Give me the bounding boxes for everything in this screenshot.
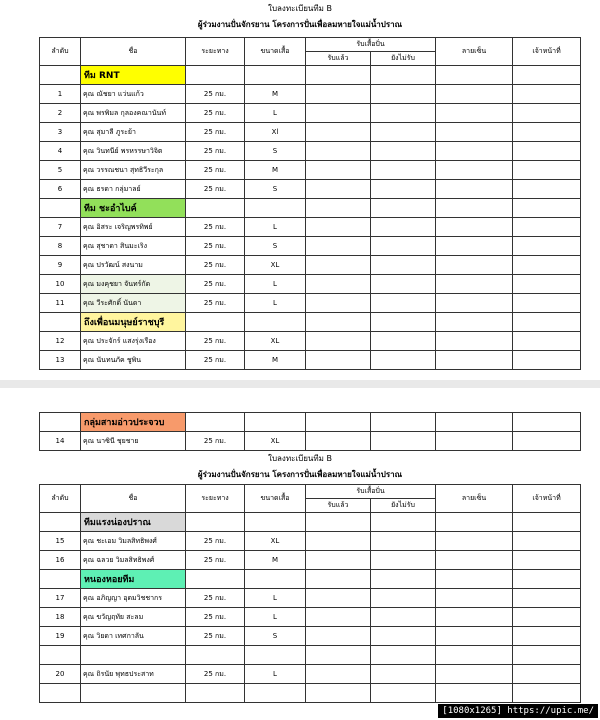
distance-value: 25 กม.	[186, 142, 245, 161]
received-cell	[306, 627, 371, 646]
team-name: ทีม RNT	[81, 66, 186, 85]
participant-name: คุณ ปรวัฒน์ สงนาม	[81, 256, 186, 275]
received-cell	[306, 665, 371, 684]
row-number: 3	[40, 123, 81, 142]
empty-cell	[306, 684, 371, 703]
received-cell	[306, 180, 371, 199]
signature-cell	[436, 85, 513, 104]
col-no: ลำดับ	[40, 38, 81, 66]
participant-name: คุณ ถิรนัย พุทธประสาท	[81, 665, 186, 684]
empty-cell	[371, 570, 436, 589]
staff-cell	[513, 294, 581, 313]
staff-cell	[513, 237, 581, 256]
not-received-cell	[371, 123, 436, 142]
registration-table	[39, 37, 581, 370]
empty-cell	[436, 313, 513, 332]
team-name: หนองหอยทีม	[81, 570, 186, 589]
table-row	[40, 256, 581, 275]
table-row	[40, 237, 581, 256]
empty-cell	[436, 513, 513, 532]
team-header-row	[40, 413, 581, 432]
table-row	[40, 104, 581, 123]
staff-cell	[513, 532, 581, 551]
col-distance: ระยะทาง	[186, 485, 245, 513]
shirt-size: L	[245, 608, 306, 627]
table-row	[40, 627, 581, 646]
col-no: ลำดับ	[40, 485, 81, 513]
received-cell	[306, 123, 371, 142]
empty-cell	[306, 646, 371, 665]
not-received-cell	[371, 180, 436, 199]
empty-cell	[371, 684, 436, 703]
shirt-size: XL	[245, 432, 306, 451]
shirt-size: XL	[245, 532, 306, 551]
empty-cell	[436, 570, 513, 589]
empty-cell	[306, 199, 371, 218]
col-name: ชื่อ	[81, 38, 186, 66]
empty-cell	[245, 684, 306, 703]
empty-cell	[371, 646, 436, 665]
empty-cell	[436, 66, 513, 85]
not-received-cell	[371, 85, 436, 104]
team-name: กลุ่มสามอ่าวประจวบ	[81, 413, 186, 432]
col-received: รับแล้ว	[306, 499, 371, 513]
row-number: 14	[40, 432, 81, 451]
not-received-cell	[371, 294, 436, 313]
empty-cell	[40, 570, 81, 589]
col-size: ขนาดเสื้อ	[245, 485, 306, 513]
participant-name: คุณ นันทนภัค ชูพิน	[81, 351, 186, 370]
signature-cell	[436, 665, 513, 684]
empty-cell	[306, 413, 371, 432]
participant-name: คุณ วิยดา เทศกาลัน	[81, 627, 186, 646]
received-cell	[306, 608, 371, 627]
row-number: 11	[40, 294, 81, 313]
row-number: 5	[40, 161, 81, 180]
not-received-cell	[371, 256, 436, 275]
received-cell	[306, 104, 371, 123]
distance-value: 25 กม.	[186, 85, 245, 104]
empty-cell	[186, 313, 245, 332]
table-row	[40, 180, 581, 199]
empty-cell	[513, 199, 581, 218]
received-cell	[306, 161, 371, 180]
not-received-cell	[371, 218, 436, 237]
distance-value: 25 กม.	[186, 532, 245, 551]
table-row	[40, 332, 581, 351]
signature-cell	[436, 627, 513, 646]
shirt-size: L	[245, 104, 306, 123]
distance-value: 25 กม.	[186, 294, 245, 313]
col-distance: ระยะทาง	[186, 38, 245, 66]
shirt-size: M	[245, 85, 306, 104]
distance-value: 25 กม.	[186, 551, 245, 570]
staff-cell	[513, 180, 581, 199]
sheet-subtitle: ผู้ร่วมงานปั่นจักรยาน โครงการปั่นเพื่อลมหายใจแม่น้ำปราณ	[197, 20, 403, 29]
empty-cell	[306, 513, 371, 532]
table-row	[40, 294, 581, 313]
distance-value: 25 กม.	[186, 589, 245, 608]
distance-value: 25 กม.	[186, 218, 245, 237]
distance-value: 25 กม.	[186, 332, 245, 351]
participant-name: คุณ ธรดา กลุ่มาลย์	[81, 180, 186, 199]
participant-name: คุณ ขวัญฤทัย สะลม	[81, 608, 186, 627]
table-row	[40, 123, 581, 142]
signature-cell	[436, 104, 513, 123]
not-received-cell	[371, 104, 436, 123]
empty-cell	[245, 313, 306, 332]
empty-cell	[245, 199, 306, 218]
row-number: 19	[40, 627, 81, 646]
empty-cell	[513, 570, 581, 589]
empty-cell	[81, 646, 186, 665]
not-received-cell	[371, 608, 436, 627]
shirt-size: L	[245, 294, 306, 313]
distance-value: 25 กม.	[186, 161, 245, 180]
watermark: [1080x1265] https://upic.me/	[438, 704, 598, 718]
shirt-size: M	[245, 161, 306, 180]
empty-cell	[371, 513, 436, 532]
signature-cell	[436, 294, 513, 313]
team-header-row	[40, 66, 581, 85]
received-cell	[306, 332, 371, 351]
distance-value: 25 กม.	[186, 432, 245, 451]
staff-cell	[513, 351, 581, 370]
empty-cell	[436, 199, 513, 218]
not-received-cell	[371, 532, 436, 551]
received-cell	[306, 294, 371, 313]
empty-cell	[81, 684, 186, 703]
distance-value: 25 กม.	[186, 351, 245, 370]
participant-name: คุณ วรรณชนา สุทธิวีระกุล	[81, 161, 186, 180]
participant-name: คุณ อภิญญา อุดมวิชชากร	[81, 589, 186, 608]
table-row	[40, 275, 581, 294]
staff-cell	[513, 218, 581, 237]
not-received-cell	[371, 275, 436, 294]
distance-value: 25 กม.	[186, 665, 245, 684]
distance-value: 25 กม.	[186, 627, 245, 646]
col-shirt: รับเสื้อปั่น	[306, 485, 436, 499]
row-number: 8	[40, 237, 81, 256]
staff-cell	[513, 608, 581, 627]
sheet-title: ใบลงทะเบียนทีม B	[268, 4, 332, 13]
blank-row	[40, 684, 581, 703]
signature-cell	[436, 351, 513, 370]
sheet-title: ใบลงทะเบียนทีม B	[268, 454, 332, 463]
empty-cell	[40, 646, 81, 665]
not-received-cell	[371, 627, 436, 646]
empty-cell	[40, 513, 81, 532]
signature-cell	[436, 608, 513, 627]
table-row	[40, 432, 581, 451]
not-received-cell	[371, 161, 436, 180]
col-signature: ลายเซ็น	[436, 38, 513, 66]
empty-cell	[245, 66, 306, 85]
not-received-cell	[371, 142, 436, 161]
team-header-row	[40, 313, 581, 332]
table-row	[40, 551, 581, 570]
sheet-page-2	[0, 388, 600, 720]
received-cell	[306, 85, 371, 104]
col-staff: เจ้าหน้าที่	[513, 485, 581, 513]
row-number: 4	[40, 142, 81, 161]
shirt-size: M	[245, 551, 306, 570]
empty-cell	[245, 413, 306, 432]
signature-cell	[436, 275, 513, 294]
row-number: 2	[40, 104, 81, 123]
sheet-subtitle: ผู้ร่วมงานปั่นจักรยาน โครงการปั่นเพื่อลมหายใจแม่น้ำปราณ	[197, 470, 403, 479]
staff-cell	[513, 589, 581, 608]
col-staff: เจ้าหน้าที่	[513, 38, 581, 66]
not-received-cell	[371, 665, 436, 684]
row-number: 1	[40, 85, 81, 104]
received-cell	[306, 532, 371, 551]
team-header-row	[40, 199, 581, 218]
not-received-cell	[371, 332, 436, 351]
col-name: ชื่อ	[81, 485, 186, 513]
table-row	[40, 589, 581, 608]
row-number: 20	[40, 665, 81, 684]
received-cell	[306, 237, 371, 256]
signature-cell	[436, 218, 513, 237]
empty-cell	[186, 66, 245, 85]
table-row	[40, 218, 581, 237]
col-not-received: ยังไม่รับ	[371, 499, 436, 513]
staff-cell	[513, 104, 581, 123]
staff-cell	[513, 85, 581, 104]
participant-name: คุณ สุมาลี ภูระย้า	[81, 123, 186, 142]
row-number: 15	[40, 532, 81, 551]
staff-cell	[513, 551, 581, 570]
received-cell	[306, 351, 371, 370]
shirt-size: M	[245, 351, 306, 370]
col-shirt: รับเสื้อปั่น	[306, 38, 436, 52]
participant-name: คุณ มงคุชยา จันทร์กัด	[81, 275, 186, 294]
team-name: ทีมแรงน่องปราณ	[81, 513, 186, 532]
empty-cell	[306, 313, 371, 332]
row-number: 18	[40, 608, 81, 627]
col-not-received: ยังไม่รับ	[371, 52, 436, 66]
registration-table	[39, 484, 581, 703]
empty-cell	[436, 413, 513, 432]
empty-cell	[306, 66, 371, 85]
empty-cell	[186, 413, 245, 432]
distance-value: 25 กม.	[186, 180, 245, 199]
staff-cell	[513, 142, 581, 161]
team-header-row	[40, 570, 581, 589]
table-row	[40, 608, 581, 627]
participant-name: คุณ นาซินี ชุยชาย	[81, 432, 186, 451]
participant-name: คุณ ณัชยา แว่นแก้ว	[81, 85, 186, 104]
signature-cell	[436, 180, 513, 199]
received-cell	[306, 589, 371, 608]
signature-cell	[436, 237, 513, 256]
empty-cell	[186, 513, 245, 532]
staff-cell	[513, 275, 581, 294]
participant-name: คุณ ฉลวย วิมลสิทธิพงศ์	[81, 551, 186, 570]
empty-cell	[245, 646, 306, 665]
not-received-cell	[371, 351, 436, 370]
empty-cell	[513, 646, 581, 665]
row-number: 7	[40, 218, 81, 237]
empty-cell	[186, 646, 245, 665]
participant-name: คุณ อิสระ เจริญพรทิพย์	[81, 218, 186, 237]
participant-name: คุณ พรพิมล กุลองคณานันท์	[81, 104, 186, 123]
shirt-size: L	[245, 589, 306, 608]
staff-cell	[513, 256, 581, 275]
staff-cell	[513, 432, 581, 451]
table-row	[40, 351, 581, 370]
participant-name: คุณ สุชาดา สินมะเริง	[81, 237, 186, 256]
staff-cell	[513, 627, 581, 646]
row-number: 16	[40, 551, 81, 570]
table-row	[40, 85, 581, 104]
participant-name: คุณ ชะเอม วิมลสิทธิพงศ์	[81, 532, 186, 551]
blank-row	[40, 646, 581, 665]
received-cell	[306, 256, 371, 275]
empty-cell	[40, 313, 81, 332]
empty-cell	[371, 313, 436, 332]
table-row	[40, 161, 581, 180]
shirt-size: S	[245, 237, 306, 256]
shirt-size: S	[245, 142, 306, 161]
row-number: 6	[40, 180, 81, 199]
participant-name: คุณ ประจักร์ แสงรุ่งเรือง	[81, 332, 186, 351]
empty-cell	[371, 413, 436, 432]
distance-value: 25 กม.	[186, 275, 245, 294]
staff-cell	[513, 332, 581, 351]
received-cell	[306, 551, 371, 570]
signature-cell	[436, 551, 513, 570]
empty-cell	[513, 66, 581, 85]
shirt-size: S	[245, 627, 306, 646]
shirt-size: XL	[245, 332, 306, 351]
staff-cell	[513, 161, 581, 180]
received-cell	[306, 218, 371, 237]
table-row	[40, 142, 581, 161]
empty-cell	[40, 66, 81, 85]
shirt-size: XL	[245, 256, 306, 275]
shirt-size: Xl	[245, 123, 306, 142]
table-row	[40, 532, 581, 551]
empty-cell	[513, 413, 581, 432]
staff-cell	[513, 123, 581, 142]
empty-cell	[245, 570, 306, 589]
shirt-size: S	[245, 180, 306, 199]
empty-cell	[245, 513, 306, 532]
row-number: 9	[40, 256, 81, 275]
row-number: 10	[40, 275, 81, 294]
empty-cell	[186, 199, 245, 218]
empty-cell	[186, 570, 245, 589]
team-header-row	[40, 513, 581, 532]
row-number: 17	[40, 589, 81, 608]
empty-cell	[513, 684, 581, 703]
received-cell	[306, 275, 371, 294]
shirt-size: L	[245, 218, 306, 237]
empty-cell	[371, 199, 436, 218]
col-signature: ลายเซ็น	[436, 485, 513, 513]
table-row	[40, 665, 581, 684]
continuation-table	[39, 412, 581, 451]
signature-cell	[436, 142, 513, 161]
empty-cell	[436, 646, 513, 665]
received-cell	[306, 142, 371, 161]
empty-cell	[40, 684, 81, 703]
col-size: ขนาดเสื้อ	[245, 38, 306, 66]
empty-cell	[186, 684, 245, 703]
signature-cell	[436, 161, 513, 180]
empty-cell	[40, 199, 81, 218]
distance-value: 25 กม.	[186, 104, 245, 123]
team-name: ทีม ชะอำไบค์	[81, 199, 186, 218]
not-received-cell	[371, 432, 436, 451]
col-received: รับแล้ว	[306, 52, 371, 66]
not-received-cell	[371, 237, 436, 256]
staff-cell	[513, 665, 581, 684]
distance-value: 25 กม.	[186, 123, 245, 142]
empty-cell	[513, 513, 581, 532]
signature-cell	[436, 432, 513, 451]
shirt-size: L	[245, 665, 306, 684]
row-number: 12	[40, 332, 81, 351]
shirt-size: L	[245, 275, 306, 294]
signature-cell	[436, 256, 513, 275]
received-cell	[306, 432, 371, 451]
signature-cell	[436, 123, 513, 142]
signature-cell	[436, 532, 513, 551]
empty-cell	[371, 66, 436, 85]
team-name: ถึงเพื่อนมนุษย์ราชบุรี	[81, 313, 186, 332]
empty-cell	[306, 570, 371, 589]
distance-value: 25 กม.	[186, 608, 245, 627]
distance-value: 25 กม.	[186, 256, 245, 275]
not-received-cell	[371, 589, 436, 608]
empty-cell	[513, 313, 581, 332]
empty-cell	[436, 684, 513, 703]
not-received-cell	[371, 551, 436, 570]
participant-name: คุณ วีระศักดิ์ นันดา	[81, 294, 186, 313]
signature-cell	[436, 332, 513, 351]
distance-value: 25 กม.	[186, 237, 245, 256]
row-number: 13	[40, 351, 81, 370]
participant-name: คุณ วินทนีย์ พรหรรษาวิจิต	[81, 142, 186, 161]
signature-cell	[436, 589, 513, 608]
empty-cell	[40, 413, 81, 432]
